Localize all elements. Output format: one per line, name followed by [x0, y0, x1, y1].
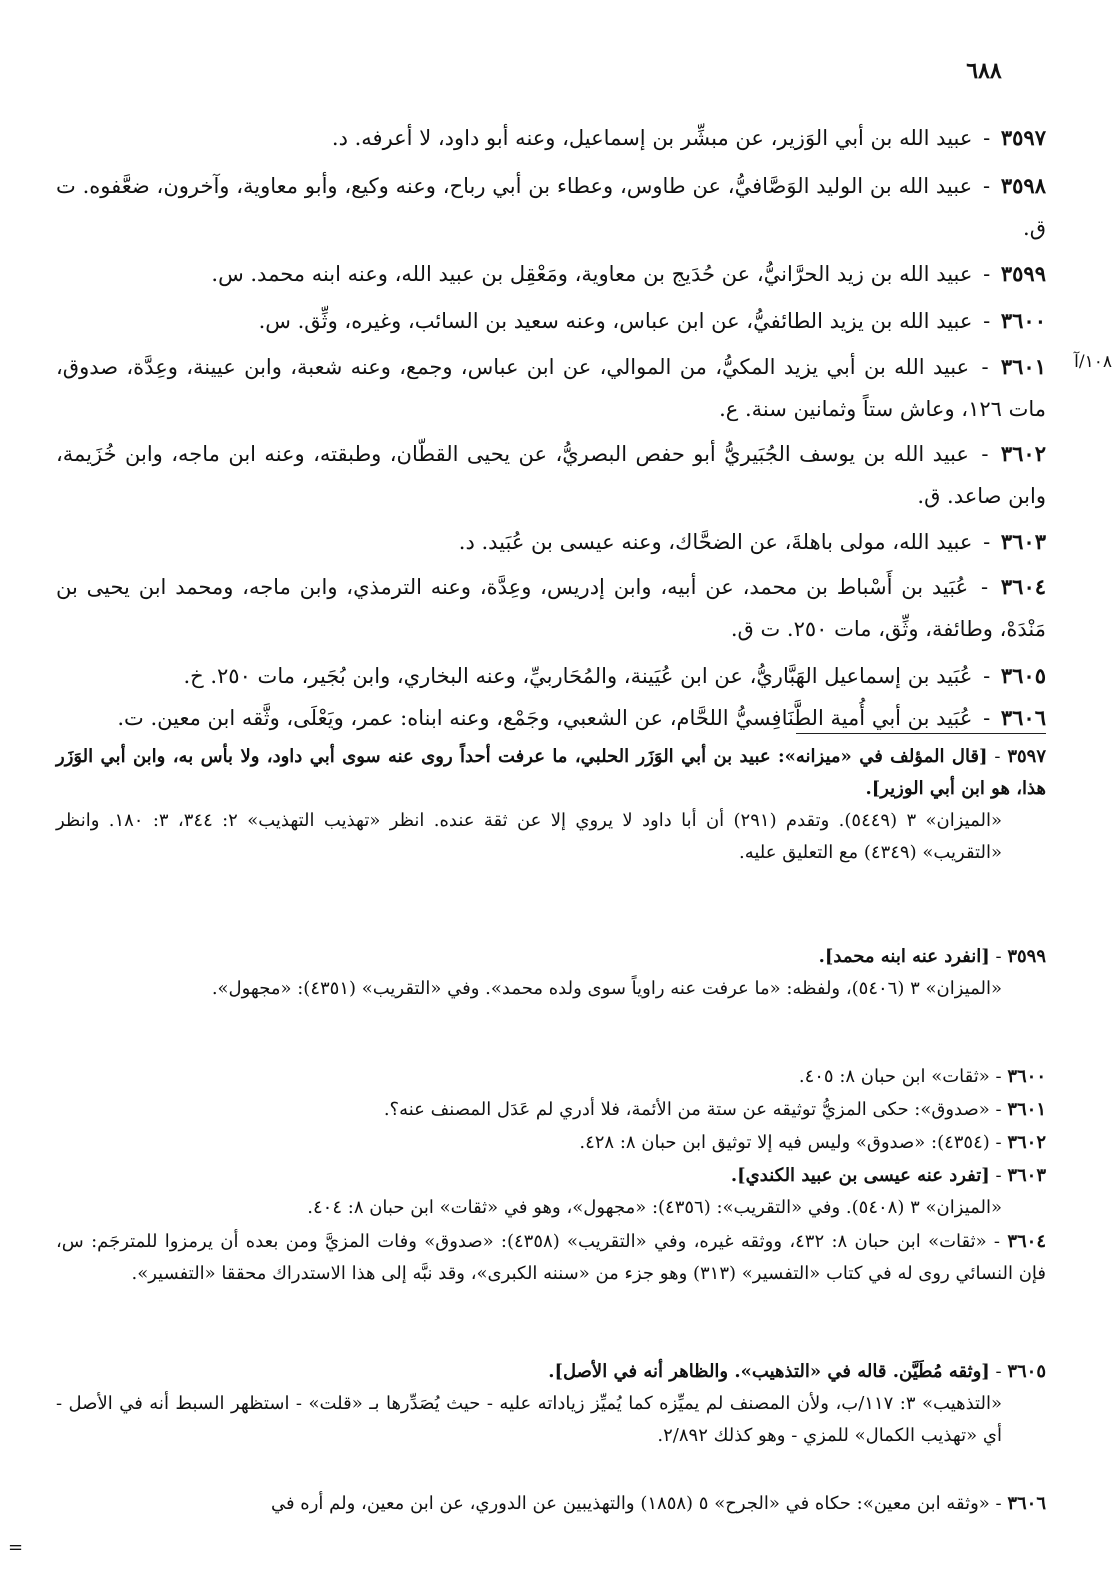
- entry-number: ٣٦٠٤: [1000, 574, 1047, 599]
- entry-text: عُبَيد بن أَسْباط بن محمد، عن أبيه، وابن إدريس، وعِدَّة، وعنه الترمذي، وابن ماجه، ومحمد ابن يحيى بن مَنْدَهْ، وطائفة، وثِّق، مات ٢٥٠. ت ق.: [56, 575, 1046, 641]
- note-number: ٣٦٠٥: [1007, 1361, 1046, 1382]
- page-number: ٦٨٨: [966, 58, 1002, 84]
- note-3605: ٣٦٠٥ - [وثقه مُطَيَّن. قاله في «التذهيب». والظاهر أنه في الأصل]. «التذهيب» ٣: ١١٧/ب، ولأن المصنف لم يميِّزه كما يُميِّز زياداته عليه - حيث يُصَدِّرها بـ «قلت» - استظهر السبط أنه في الأصل - أي «تهذيب الكمال» للمزي - وهو كذلك ٢/٨٩٢.: [56, 1356, 1046, 1452]
- note-detail: «الميزان» ٣ (٥٤٤٩). وتقدم (٢٩١) أن أبا داود لا يروي إلا عن ثقة عنده. انظر «تهذيب التهذيب» ٢: ٣٤٤، ٣: ١٨٠. وانظر «التقريب» (٤٣٤٩) مع التعليق عليه.: [56, 810, 1002, 863]
- entry-3597: ٣٥٩٧ - عبيد الله بن أبي الوَزير، عن مبشِّر بن إسماعيل، وعنه أبو داود، لا أعرفه. د.: [331, 125, 1046, 150]
- entry-number: ٣٦٠٦: [1000, 705, 1046, 730]
- note-detail: «ثقات» ابن حبان ٨: ٤٣٢، ووثقه غيره، وفي «التقريب» (٤٣٥٨): «صدوق» وفات المزيَّ ومن بعده أن يرمزوا للمترجَم: س، فإن النسائي روى له في كتاب «التفسير» (٣١٣) وهو جزء من «سننه الكبرى»، وقد نبَّه إلى هذا الاستدراك محققا «التفسير».: [56, 1231, 1046, 1284]
- entry-3606: ٣٦٠٦ - عُبَيد بن أبي أُمية الطَّنَافِسيُّ اللحَّام، عن الشعبي، وجَمْع، وعنه ابناه: عمر، ويَعْلَى، وثَّقه ابن معين. ت.: [117, 705, 1046, 730]
- footnote-separator: [796, 733, 1046, 734]
- entry-3603: ٣٦٠٣ - عبيد الله، مولى باهلةَ، عن الضحَّاك، وعنه عيسى بن عُبَيد. د.: [458, 529, 1046, 554]
- entry-number: ٣٦٠٥: [1000, 663, 1046, 688]
- note-number: ٣٦٠٢: [1007, 1132, 1046, 1153]
- note-detail: «التذهيب» ٣: ١١٧/ب، ولأن المصنف لم يميِّزه كما يُميِّز زياداته عليه - حيث يُصَدِّرها بـ «قلت» - استظهر السبط أنه في الأصل - أي «تهذيب الكمال» للمزي - وهو كذلك ٢/٨٩٢.: [56, 1393, 1002, 1446]
- note-3602: ٣٦٠٢ - (٤٣٥٤): «صدوق» وليس فيه إلا توثيق ابن حبان ٨: ٤٢٨.: [579, 1132, 1046, 1153]
- note-bold-text: [قال المؤلف في «ميزانه»: عبيد بن أبي الوَزَر الحلبي، ما عرفت أحداً روى عنه سوى أبي داود، ولا بأس به، وابن أبي الوَزَر هذا، هو ابن أبي الوزير].: [56, 746, 1046, 799]
- note-3599: ٣٥٩٩ - [انفرد عنه ابنه محمد]. «الميزان» ٣ (٥٤٠٦)، ولفظه: «ما عرفت عنه راوياً سوى ولده محمد». وفي «التقريب» (٤٣٥١): «مجهول».: [56, 941, 1046, 1005]
- note-number: ٣٦٠٠: [1007, 1066, 1046, 1087]
- note-detail: (٤٣٥٤): «صدوق» وليس فيه إلا توثيق ابن حبان ٨: ٤٢٨.: [579, 1132, 990, 1153]
- note-bold-text: [تفرد عنه عيسى بن عبيد الكندي].: [730, 1165, 990, 1186]
- note-3603: ٣٦٠٣ - [تفرد عنه عيسى بن عبيد الكندي]. «الميزان» ٣ (٥٤٠٨). وفي «التقريب»: (٤٣٥٦): «مجهول»، وهو في «ثقات» ابن حبان ٨: ٤٠٤.: [56, 1160, 1046, 1224]
- note-3601: ٣٦٠١ - «صدوق»: حكى المزيُّ توثيقه عن ستة من الأئمة، فلا أدري لم عَدَل المصنف عنه؟.: [383, 1099, 1046, 1120]
- entry-text: عبيد الله بن زيد الحرَّانيُّ، عن حُدَيج بن معاوية، ومَعْقِل بن عبيد الله، وعنه ابنه محمد. س.: [211, 262, 973, 286]
- entry-number: ٣٥٩٩: [1000, 261, 1046, 286]
- entry-text: عبيد الله بن الوليد الوَصَّافيُّ، عن طاوس، وعطاء بن أبي رباح، وعنه وكيع، وأبو معاوية، وآخرون، ضعَّفوه. ت ق.: [56, 174, 1046, 240]
- entry-number: ٣٦٠٣: [1000, 529, 1046, 554]
- entry-text: عبيد الله بن أبي يزيد المكيُّ، من الموالي، عن ابن عباس، وجمع، وعنه شعبة، وابن عيينة، وعِدَّة، صدوق، مات ١٢٦، وعاش ستاً وثمانين سنة. ع.: [56, 355, 1046, 421]
- margin-folio-note: ١٠٨/آ: [1074, 352, 1112, 372]
- entry-3600: ٣٦٠٠ - عبيد الله بن يزيد الطائفيُّ، عن ابن عباس، وعنه سعيد بن السائب، وغيره، وثِّق. س.: [258, 308, 1046, 333]
- note-3604: ٣٦٠٤ - «ثقات» ابن حبان ٨: ٤٣٢، ووثقه غيره، وفي «التقريب» (٤٣٥٨): «صدوق» وفات المزيَّ ومن بعده أن يرمزوا للمترجَم: س، فإن النسائي روى له في كتاب «التفسير» (٣١٣) وهو جزء من «سننه الكبرى»، وقد نبَّه إلى هذا الاستدراك محققا «التفسير».: [56, 1231, 1046, 1284]
- entry-text: عُبَيد بن أبي أُمية الطَّنَافِسيُّ اللحَّام، عن الشعبي، وجَمْع، وعنه ابناه: عمر، ويَعْلَى، وثَّقه ابن معين. ت.: [117, 706, 973, 730]
- entry-3604: ٣٦٠٤ - عُبَيد بن أَسْباط بن محمد، عن أبيه، وابن إدريس، وعِدَّة، وعنه الترمذي، وابن ماجه، ومحمد ابن يحيى بن مَنْدَهْ، وطائفة، وثِّق، مات ٢٥٠. ت ق.: [56, 574, 1047, 641]
- entry-text: عبيد الله، مولى باهلةَ، عن الضحَّاك، وعنه عيسى بن عُبَيد. د.: [458, 530, 973, 554]
- entry-3602: ٣٦٠٢ - عبيد الله بن يوسف الجُبَيريُّ أبو حفص البصريُّ، عن يحيى القطّان، وطبقته، وعنه ابن ماجه، وابن خُزَيمة، وابن صاعد. ق.: [56, 441, 1046, 508]
- entry-text: عبيد الله بن أبي الوَزير، عن مبشِّر بن إسماعيل، وعنه أبو داود، لا أعرفه. د.: [331, 126, 973, 150]
- note-number: ٣٥٩٧: [1007, 746, 1046, 767]
- note-number: ٣٦٠٦: [1007, 1493, 1046, 1514]
- entry-number: ٣٦٠٢: [1000, 441, 1046, 466]
- note-number: ٣٦٠١: [1007, 1099, 1046, 1120]
- entry-3605: ٣٦٠٥ - عُبَيد بن إسماعيل الهَبَّاريُّ، عن ابن عُيَينة، والمُحَاربيِّ، وعنه البخاري، وابن بُجَير، مات ٢٥٠. خ.: [183, 663, 1046, 688]
- note-bold-text: [وثقه مُطَيَّن. قاله في «التذهيب». والظاهر أنه في الأصل].: [548, 1361, 990, 1382]
- note-number: ٣٥٩٩: [1007, 946, 1046, 967]
- note-detail: «صدوق»: حكى المزيُّ توثيقه عن ستة من الأئمة، فلا أدري لم عَدَل المصنف عنه؟.: [383, 1099, 990, 1120]
- entry-number: ٣٦٠١: [1000, 354, 1046, 379]
- continuation-mark: =: [8, 1537, 24, 1558]
- entry-number: ٣٥٩٧: [1000, 125, 1046, 150]
- entry-text: عبيد الله بن يوسف الجُبَيريُّ أبو حفص البصريُّ، عن يحيى القطّان، وطبقته، وعنه ابن ماجه، وابن خُزَيمة، وابن صاعد. ق.: [56, 442, 1046, 508]
- note-bold-text: [انفرد عنه ابنه محمد].: [818, 946, 990, 967]
- note-detail: «الميزان» ٣ (٥٤٠٨). وفي «التقريب»: (٤٣٥٦): «مجهول»، وهو في «ثقات» ابن حبان ٨: ٤٠٤.: [307, 1197, 1002, 1218]
- entry-text: عبيد الله بن يزيد الطائفيُّ، عن ابن عباس، وعنه سعيد بن السائب، وغيره، وثِّق. س.: [258, 309, 973, 333]
- entry-3599: ٣٥٩٩ - عبيد الله بن زيد الحرَّانيُّ، عن حُدَيج بن معاوية، ومَعْقِل بن عبيد الله، وعنه ابنه محمد. س.: [211, 261, 1046, 286]
- note-detail: «ثقات» ابن حبان ٨: ٤٠٥.: [798, 1066, 990, 1087]
- entry-number: ٣٥٩٨: [1000, 173, 1046, 198]
- entry-number: ٣٦٠٠: [1000, 308, 1046, 333]
- entry-3598: ٣٥٩٨ - عبيد الله بن الوليد الوَصَّافيُّ، عن طاوس، وعطاء بن أبي رباح، وعنه وكيع، وأبو معاوية، وآخرون، ضعَّفوه. ت ق.: [56, 173, 1046, 240]
- note-number: ٣٦٠٤: [1007, 1231, 1046, 1252]
- entry-text: عُبَيد بن إسماعيل الهَبَّاريُّ، عن ابن عُيَينة، والمُحَاربيِّ، وعنه البخاري، وابن بُجَير، مات ٢٥٠. خ.: [183, 664, 973, 688]
- note-3606: ٣٦٠٦ - «وثقه ابن معين»: حكاه في «الجرح» ٥ (١٨٥٨) والتهذيبين عن الدوري، عن ابن معين، ولم أره في: [270, 1493, 1046, 1514]
- note-detail: «الميزان» ٣ (٥٤٠٦)، ولفظه: «ما عرفت عنه راوياً سوى ولده محمد». وفي «التقريب» (٤٣٥١): «مجهول».: [211, 978, 1002, 999]
- note-3600: ٣٦٠٠ - «ثقات» ابن حبان ٨: ٤٠٥.: [798, 1066, 1046, 1087]
- note-3597: ٣٥٩٧ - [قال المؤلف في «ميزانه»: عبيد بن أبي الوَزَر الحلبي، ما عرفت أحداً روى عنه سوى أبي داود، ولا بأس به، وابن أبي الوَزَر هذا، هو ابن أبي الوزير]. «الميزان» ٣ (٥٤٤٩). وتقدم (٢٩١) أن أبا داود لا يروي إلا عن ثقة عنده. انظر «تهذيب التهذيب» ٢: ٣٤٤، ٣: ١٨٠. وانظر «التقريب» (٤٣٤٩) مع التعليق عليه.: [56, 741, 1046, 869]
- note-number: ٣٦٠٣: [1007, 1165, 1046, 1186]
- entry-3601: ٣٦٠١ - عبيد الله بن أبي يزيد المكيُّ، من الموالي، عن ابن عباس، وجمع، وعنه شعبة، وابن عيينة، وعِدَّة، صدوق، مات ١٢٦، وعاش ستاً وثمانين سنة. ع.: [56, 354, 1046, 421]
- note-detail: «وثقه ابن معين»: حكاه في «الجرح» ٥ (١٨٥٨) والتهذيبين عن الدوري، عن ابن معين، ولم أره في: [270, 1493, 990, 1514]
